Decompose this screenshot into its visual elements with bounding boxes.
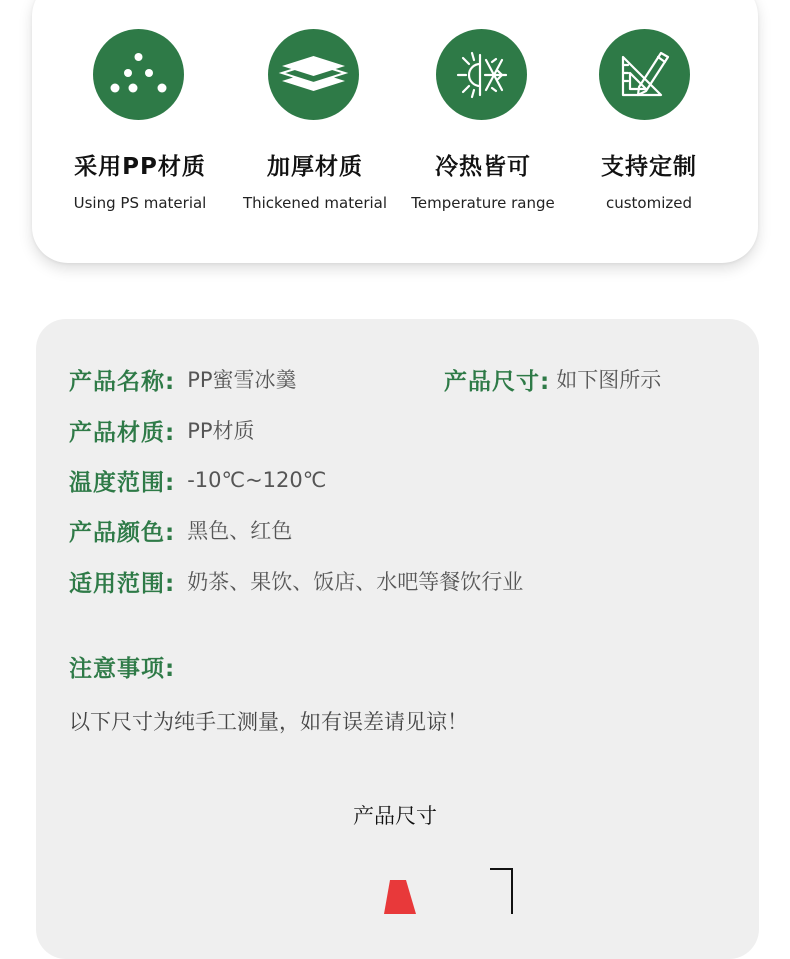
usage-range-label: 适用范围: — [69, 570, 176, 597]
notice-text: 以下尺寸为纯手工测量，如有误差请见谅！ — [69, 710, 468, 734]
product-color-value: 黑色、红色 — [187, 519, 293, 543]
feature-title: 加厚材质 — [267, 154, 363, 180]
temperature-range-value: -10℃~120℃ — [187, 468, 327, 492]
product-name-row — [69, 362, 297, 396]
dimension-bracket — [490, 869, 512, 914]
feature-title: 采用PP材质 — [74, 154, 206, 180]
usage-range-value: 奶茶、果饮、饭店、水吧等餐饮行业 — [187, 570, 524, 594]
product-name-value: PP蜜雪冰羹 — [187, 368, 297, 392]
sun-snowflake-icon — [436, 29, 527, 120]
usage-range-row — [69, 564, 523, 598]
product-material-label: 产品材质: — [69, 419, 176, 446]
feature-subtitle: customized — [605, 194, 693, 212]
product-name-label: 产品名称: — [69, 368, 176, 395]
product-red-tip — [384, 880, 416, 914]
product-size-label: 产品尺寸: — [444, 368, 551, 395]
feature-subtitle: Thickened material — [242, 194, 388, 212]
ruler-pencil-icon — [599, 29, 690, 120]
product-material-value: PP材质 — [187, 419, 255, 443]
product-size-value: 如下图所示 — [556, 368, 662, 392]
feature-title: 支持定制 — [601, 154, 697, 180]
product-material-row — [69, 413, 255, 447]
product-color-row — [69, 513, 292, 547]
product-size-diagram — [0, 860, 790, 914]
feature-subtitle: Temperature range — [411, 194, 555, 212]
notice-title: 注意事项: — [69, 656, 176, 682]
layers-icon — [268, 29, 359, 120]
size-section-title: 产品尺寸 — [353, 804, 437, 828]
product-size-row — [444, 362, 661, 396]
temperature-range-label: 温度范围: — [69, 469, 176, 496]
feature-subtitle: Using PS material — [73, 194, 207, 212]
temperature-range-row — [69, 463, 326, 497]
feature-title: 冷热皆可 — [435, 154, 531, 180]
dots-icon — [93, 29, 184, 120]
product-color-label: 产品颜色: — [69, 519, 176, 546]
